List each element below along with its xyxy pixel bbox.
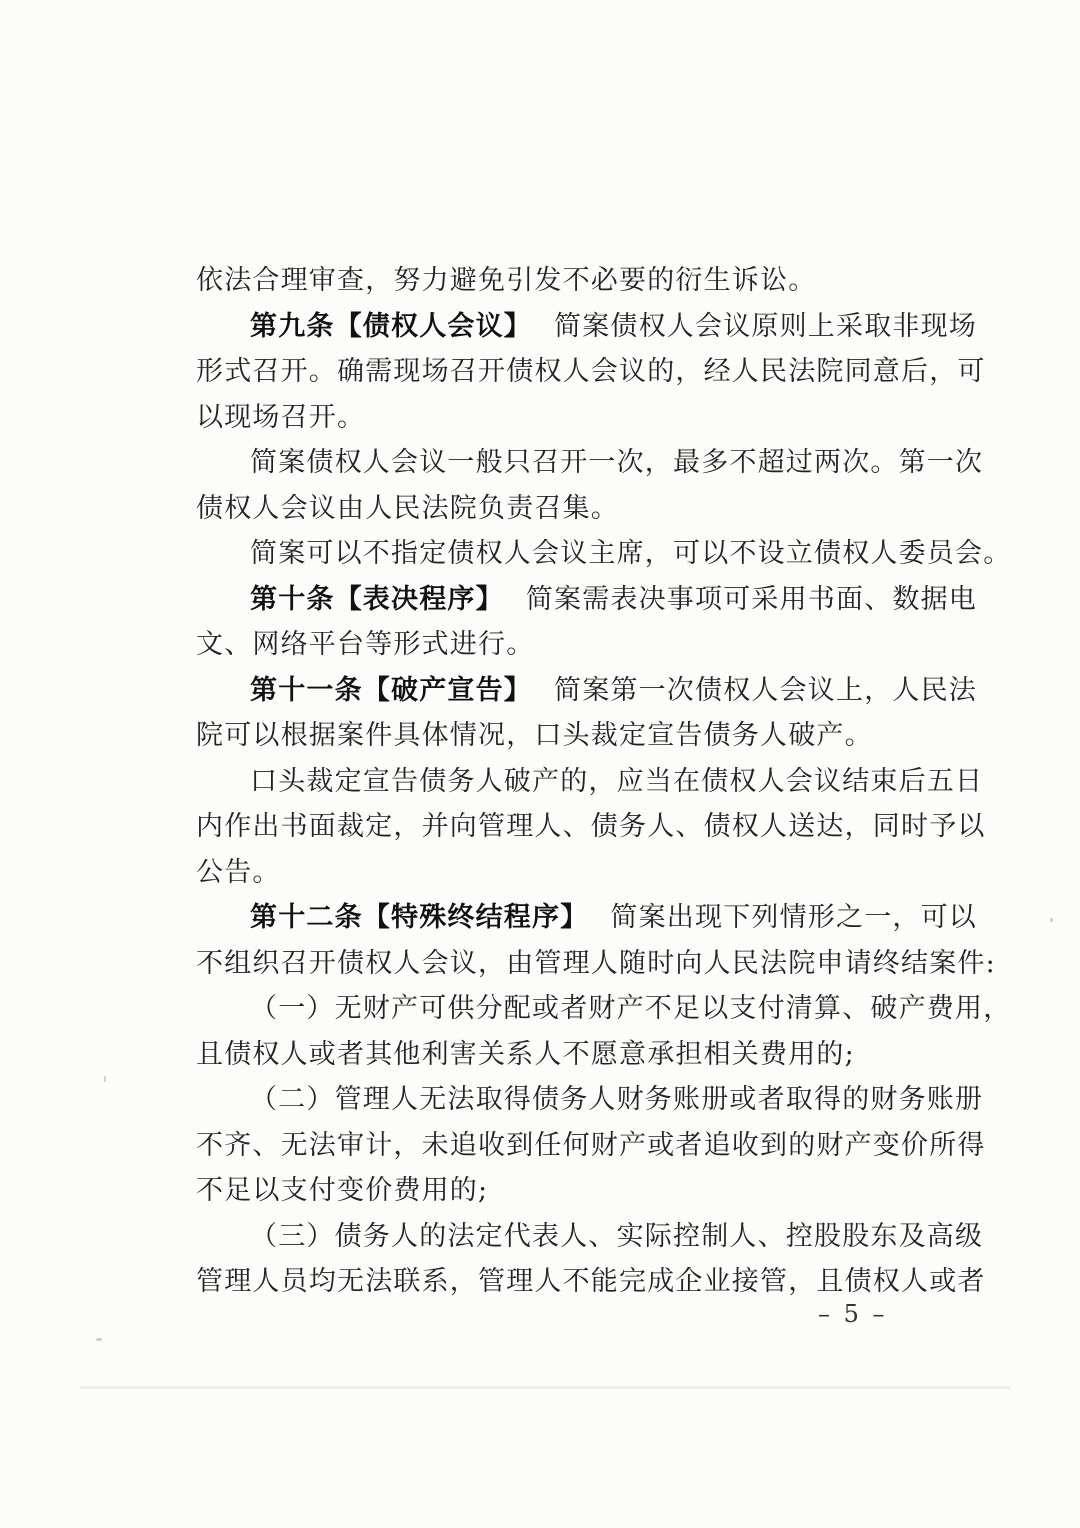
text-line: 形式召开。确需现场召开债权人会议的，经人民法院同意后，可 xyxy=(196,356,986,387)
text-line: 内作出书面裁定，并向管理人、债务人、债权人送达，同时予以 xyxy=(196,811,986,842)
text-line: 院可以根据案件具体情况，口头裁定宣告债务人破产。 xyxy=(196,720,873,751)
article-10-line-1 xyxy=(196,577,978,623)
scan-speck xyxy=(96,1338,102,1341)
text-span: 简案第一次债权人会议上，人民法 xyxy=(554,674,977,706)
list-item-2-line-1: （二）管理人无法取得债务人财务账册或者取得的财务账册 xyxy=(250,1084,984,1115)
article-9-heading: 第九条【债权人会议】 xyxy=(250,310,532,342)
text-span: 简案出现下列情形之一，可以 xyxy=(610,902,978,933)
text-line: 管理人员均无法联系，管理人不能完成企业接管，且债权人或者 xyxy=(196,1266,986,1297)
article-11-line-1 xyxy=(196,668,977,714)
article-10-heading: 第十条【表决程序】 xyxy=(250,583,504,615)
text-line: 不足以支付变价费用的; xyxy=(196,1175,489,1206)
text-line: 文、网络平台等形式进行。 xyxy=(196,629,535,660)
scan-speck xyxy=(104,1076,106,1082)
article-9-line-1 xyxy=(196,304,977,350)
article-12-line-1 xyxy=(196,895,978,941)
list-item-3-line-1: （三）债务人的法定代表人、实际控制人、控股股东及高级 xyxy=(250,1220,984,1252)
document-body xyxy=(196,258,1012,1305)
article-12-heading: 第十二条【特殊终结程序】 xyxy=(250,902,589,933)
text-line: 以现场召开。 xyxy=(196,401,366,433)
page-number: – 5 – xyxy=(818,1300,888,1328)
list-item-1-line-1: （一）无财产可供分配或者财产不足以支付清算、破产费用， xyxy=(250,993,1012,1024)
scan-speck xyxy=(1050,918,1053,922)
text-line: 口头裁定宣告债务人破产的，应当在债权人会议结束后五日 xyxy=(250,765,984,797)
text-line: 简案可以不指定债权人会议主席，可以不设立债权人委员会。 xyxy=(250,538,1012,569)
text-line: 债权人会议由人民法院负责召集。 xyxy=(196,492,619,524)
text-line: 不齐、无法审计，未追收到任何财产或者追收到的财产变价所得 xyxy=(196,1129,986,1161)
text-line: 且债权人或者其他利害关系人不愿意承担相关费用的; xyxy=(196,1038,855,1070)
article-11-heading: 第十一条【破产宣告】 xyxy=(250,674,532,706)
text-span: 简案债权人会议原则上采取非现场 xyxy=(554,310,977,342)
text-line: 依法合理审查，努力避免引发不必要的衍生诉讼。 xyxy=(196,265,817,296)
text-line: 不组织召开债权人会议，由管理人随时向人民法院申请终结案件: xyxy=(196,947,996,979)
scan-edge-line xyxy=(80,1386,1010,1389)
text-span: 简案需表决事项可采用书面、数据电 xyxy=(525,583,978,615)
text-line: 公告。 xyxy=(196,856,281,888)
text-line: 简案债权人会议一般只召开一次，最多不超过两次。第一次 xyxy=(250,447,984,478)
